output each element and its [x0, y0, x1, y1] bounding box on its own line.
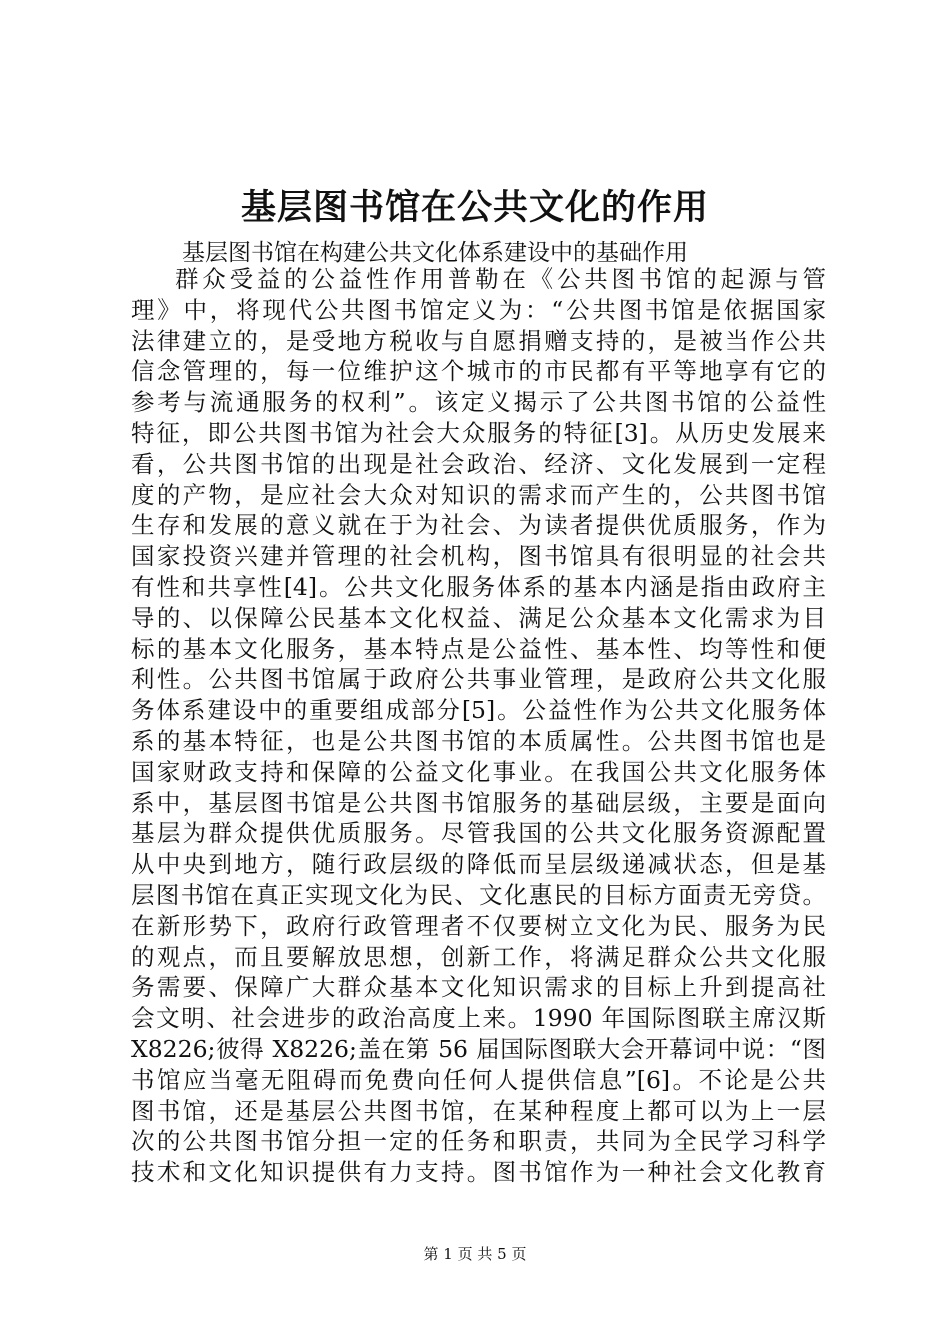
body-line: 利性。公共图书馆属于政府公共事业管理，是政府公共文化服 — [131, 665, 826, 694]
body-line: 参考与流通服务的权利”。该定义揭示了公共图书馆的公益性 — [131, 388, 826, 417]
body-line: 图书馆，还是基层公共图书馆，在某种程度上都可以为上一层 — [131, 1096, 826, 1125]
body-line: 标的基本文化服务，基本特点是公益性、基本性、均等性和便 — [131, 634, 826, 663]
body-line: 务体系建设中的重要组成部分[5]。公益性作为公共文化服务体 — [131, 696, 826, 725]
body-line: 会文明、社会进步的政治高度上来。1990 年国际图联主席汉斯 — [131, 1004, 826, 1033]
page-number-footer: 第 1 页 共 5 页 — [423, 1245, 527, 1263]
body-line: 度的产物，是应社会大众对知识的需求而产生的，公共图书馆 — [131, 480, 826, 509]
body-line: 从中央到地方，随行政层级的降低而呈层级递减状态，但是基 — [131, 850, 826, 879]
body-line: 有性和共享性[4]。公共文化服务体系的基本内涵是指由政府主 — [131, 572, 826, 601]
body-line: 层图书馆在真正实现文化为民、文化惠民的目标方面责无旁贷。 — [131, 880, 826, 909]
body-line: 特征，即公共图书馆为社会大众服务的特征[3]。从历史发展来 — [131, 418, 826, 447]
document-title: 基层图书馆在公共文化的作用 — [240, 188, 709, 228]
document-subtitle: 基层图书馆在构建公共文化体系建设中的基础作用 — [182, 240, 688, 266]
body-line: 系的基本特征，也是公共图书馆的本质属性。公共图书馆也是 — [131, 726, 826, 755]
body-line: X8226;彼得 X8226;盖在第 56 届国际图联大会开幕词中说：“图 — [131, 1034, 826, 1063]
body-line: 务需要、保障广大群众基本文化知识需求的目标上升到提高社 — [131, 973, 826, 1002]
body-line: 导的、以保障公民基本文化权益、满足公众基本文化需求为目 — [131, 603, 826, 632]
body-line: 系中，基层图书馆是公共图书馆服务的基础层级，主要是面向 — [131, 788, 826, 817]
body-line: 群众受益的公益性作用普勒在《公共图书馆的起源与管 — [175, 265, 826, 293]
body-line: 技术和文化知识提供有力支持。图书馆作为一种社会文化教育 — [131, 1158, 826, 1187]
body-paragraph — [131, 264, 826, 1188]
body-line: 理》中，将现代公共图书馆定义为：“公共图书馆是依据国家 — [131, 295, 826, 324]
body-line: 国家投资兴建并管理的社会机构，图书馆具有很明显的社会共 — [131, 542, 826, 571]
body-line: 书馆应当毫无阻碍而免费向任何人提供信息”[6]。不论是公共 — [131, 1065, 826, 1094]
body-line: 基层为群众提供优质服务。尽管我国的公共文化服务资源配置 — [131, 819, 826, 848]
body-line: 看，公共图书馆的出现是社会政治、经济、文化发展到一定程 — [131, 449, 826, 478]
body-line: 在新形势下，政府行政管理者不仅要树立文化为民、服务为民 — [131, 911, 826, 940]
body-line: 生存和发展的意义就在于为社会、为读者提供优质服务，作为 — [131, 511, 826, 540]
body-line: 信念管理的，每一位维护这个城市的市民都有平等地享有它的 — [131, 357, 826, 386]
body-line: 次的公共图书馆分担一定的任务和职责，共同为全民学习科学 — [131, 1127, 826, 1156]
body-line: 国家财政支持和保障的公益文化事业。在我国公共文化服务体 — [131, 757, 826, 786]
body-line: 的观点，而且要解放思想，创新工作，将满足群众公共文化服 — [131, 942, 826, 971]
body-line: 法律建立的，是受地方税收与自愿捐赠支持的，是被当作公共 — [131, 326, 826, 355]
